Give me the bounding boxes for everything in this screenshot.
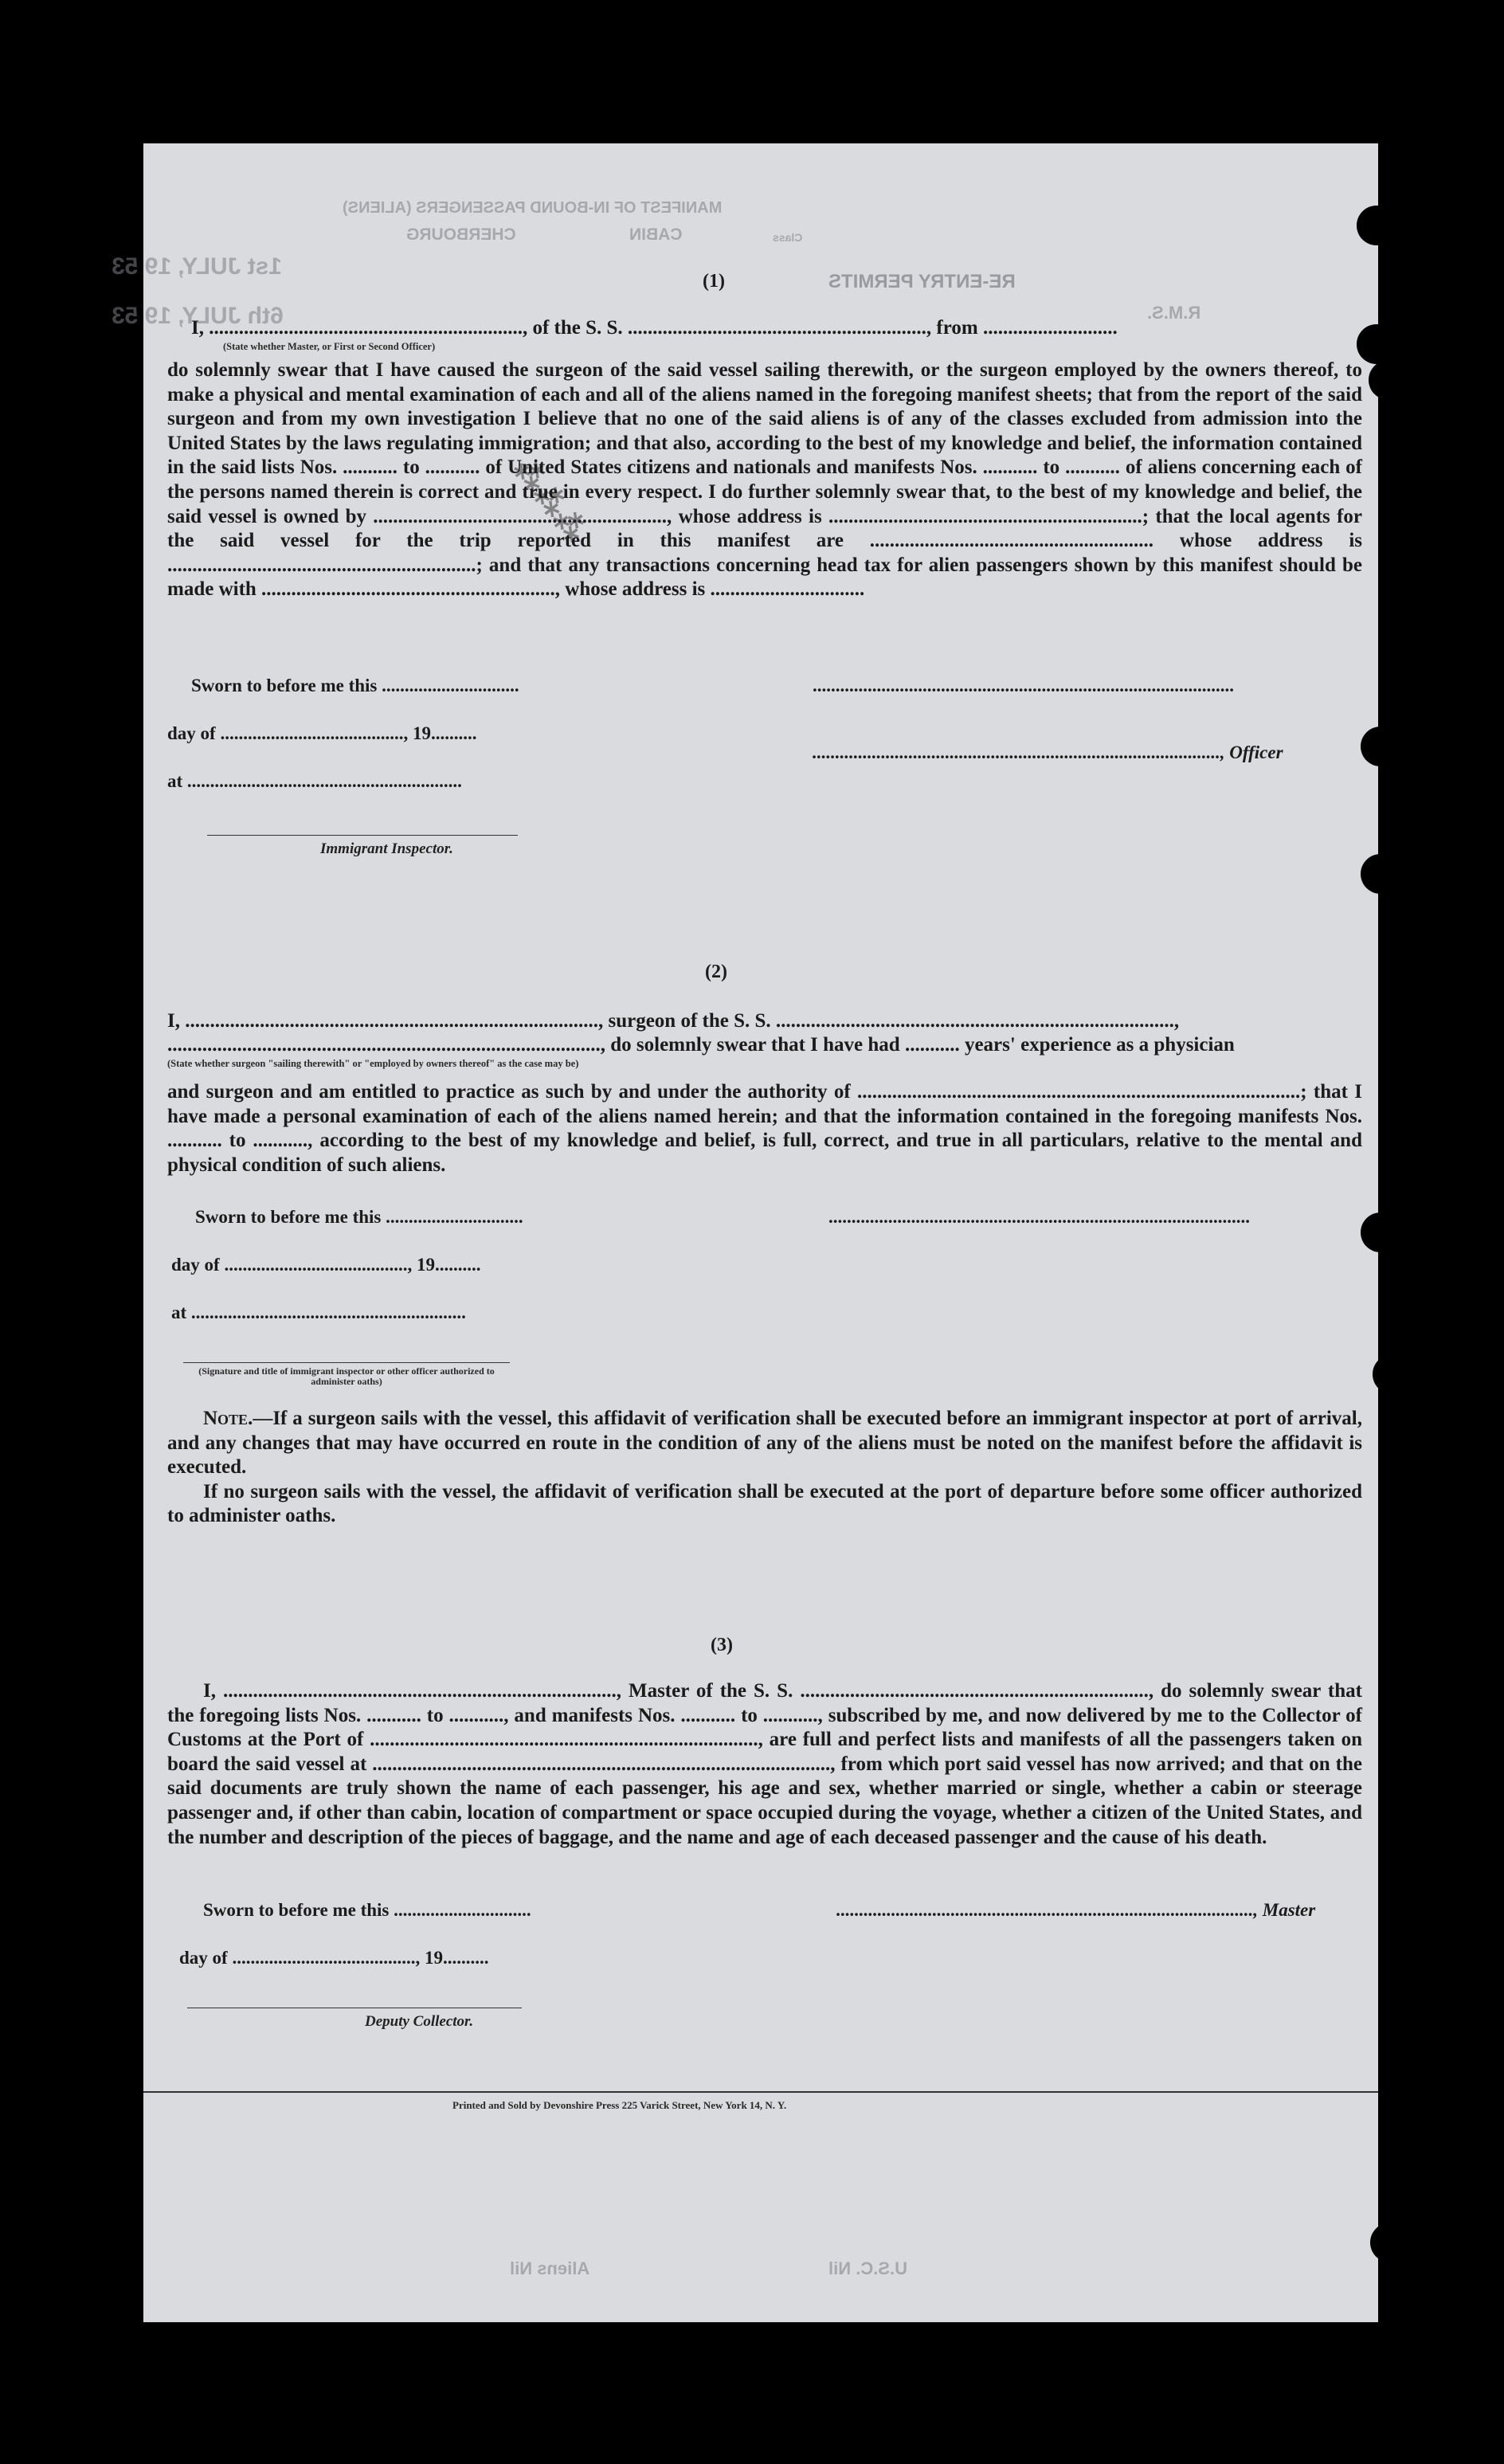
section-3-sworn: Sworn to before me this .............................. [203, 1900, 531, 1920]
section-1-body [167, 358, 1362, 602]
bleed-ship-tag: R.M.S. [1147, 303, 1201, 323]
punch-hole-5 [1361, 854, 1400, 894]
section-1-at: at ............................................................ [167, 771, 462, 791]
section-2-surgeon-note: (State whether surgeon "sailing therewith" or "employed by owners thereof" as the case may be) [167, 1058, 579, 1069]
bleed-class: Class [773, 231, 803, 244]
bleed-cabin: CABIN [629, 225, 683, 244]
punch-hole-2 [1357, 324, 1396, 364]
bleed-header-right [1036, 199, 1243, 256]
section-2-sworn: Sworn to before me this .............................. [195, 1207, 523, 1227]
punch-hole-8 [1378, 1539, 1418, 1579]
section-3-body [167, 1679, 1362, 1850]
section-1-inspector-label: Immigrant Inspector. [320, 840, 453, 857]
punch-hole-6 [1361, 1212, 1400, 1252]
diagonal-stamp: ⁂⁂⁂ [506, 452, 593, 549]
bleed-date-2: 6th JULY, 19 53 [112, 303, 284, 329]
section-2-oath-line-2: ......................................................................................., do solemnly swear that I have had ........... years' experience as a physician [167, 1034, 1235, 1056]
bleed-aliens-nil: Aliens Nil [510, 2258, 590, 2278]
section-3-number: (3) [711, 1635, 733, 1655]
bleed-date-1: 1st JULY, 19 53 [112, 253, 283, 280]
section-2-number: (2) [705, 962, 727, 982]
section-1-officer-line: ............................................................................................ [813, 676, 1234, 695]
bleed-usc-nil: U.S.C. Nil [828, 2258, 908, 2278]
section-1-oath-line: I, ..............................................................., of the S. S. ............................................................, from ........................... [191, 317, 1118, 339]
note-body: —If a surgeon sails with the vessel, this affidavit of verification shall be executed before an immigrant inspector at port of arrival, and any changes that may have occurred en route in the condition of any of the aliens must be noted on the manifest before the affidavit is executed. [167, 1408, 1362, 1479]
document-page [112, 143, 1378, 2322]
punch-hole-1 [1357, 206, 1396, 245]
section-3-collector-label: Deputy Collector. [365, 2013, 474, 2030]
section-1-sworn: Sworn to before me this .............................. [191, 676, 519, 695]
section-1-officer-sign: ........................................................................................., Officer [813, 742, 1283, 762]
punch-hole-10 [1378, 2103, 1418, 2143]
footer-rule [143, 2091, 1378, 2093]
section-2-body [167, 1080, 1362, 1177]
section-3-text: I, ..............................................................................., Master of the S. S. ......................................................................, do solemnly swear that the foregoing lists Nos. ........... to ..........., and manifests Nos. ........... to ..........., subscribed by me, and now delivered by me to the Collector of Customs at the Port of .............................................................................., are full and perfect lists and manifests of all the passengers taken on board the said vessel at ............................................................................................, from which port said vessel has now arrived; and that on the said documents are truly shown the name of each passenger, his age and sex, whether married or single, whether a cabin or steerage passenger and, if other than cabin, location of compartment or space occupied during the voyage, whether a citizen of the United States, and the number and description of the pieces of baggage, and the name and age of each deceased passenger and the cause of his death. [167, 1680, 1362, 1848]
printer-footer: Printed and Sold by Devonshire Press 225 Varick Street, New York 14, N. Y. [452, 2099, 787, 2111]
section-1-officer-note: (State whether Master, or First or Second Officer) [223, 341, 436, 352]
section-3-day: day of ........................................, 19.......... [179, 1948, 489, 1968]
punch-hole-9 [1378, 2063, 1418, 2103]
section-1-text: do solemnly swear that I have caused the surgeon of the said vessel sailing therewith, or the surgeon employed by the owners thereof, to make a physical and mental examination of each and all of the aliens named in the foregoing manifest sheets; that from the report of the said surgeon and from my own investigation I believe that no one of the said aliens is of any of the classes excluded from admission into the United States by the laws regulating immigration; and that also, according to the best of my knowledge and belief, the information contained in the said lists Nos. ........... to ........... of United States citizens and nationals and manifests Nos. ........... to ........... of aliens concerning each of the persons named therein is correct and true in every respect. I do further solemnly swear that, to the best of my knowledge and belief, the said vessel is owned by ..........................................................., whose address is ...............................................................; that the local agents for the said vessel for the trip reported in this manifest are ......................................................... whose address is ..............................................................; and that any transactions concerning head tax for alien passengers shown by this manifest should be made with ..........................................................., whose address is ............................... [167, 359, 1362, 601]
punch-hole-7 [1373, 1354, 1412, 1394]
section-3-master: ..........................................................................................., Master [836, 1900, 1316, 1920]
section-2-text: and surgeon and am entitled to practice as such by and under the authority of .........................................................................................; that I have made a personal examination of each of the aliens named herein; and that the information contained in the foregoing manifests Nos. ........... to ..........., according to the best of my knowledge and belief, is full, correct, and true in all particulars, relative to the mental and physical condition of such aliens. [167, 1081, 1362, 1176]
punch-hole-11 [1370, 2223, 1410, 2262]
section-2-note-text [167, 1407, 1362, 1480]
section-1-day: day of ........................................, 19.......... [167, 723, 477, 743]
punch-hole-4 [1361, 727, 1400, 766]
section-2-note2-text: If no surgeon sails with the vessel, the affidavit of verification shall be executed at the port of departure before some officer authorized to administer oaths. [167, 1480, 1362, 1527]
section-2-at: at ............................................................ [171, 1303, 466, 1322]
section-2-day: day of ........................................, 19.......... [171, 1255, 481, 1275]
punch-hole-3 [1369, 360, 1408, 400]
section-1-inspector-rule [207, 835, 518, 836]
section-2-signature-rule [183, 1362, 510, 1363]
section-2-oath-line-1: I, ..................................................................................., surgeon of the S. S. ................................................................................, [167, 1010, 1180, 1032]
note-label: Note. [203, 1408, 253, 1429]
bleed-re-entry: RE-ENTRY PERMITS [828, 271, 1016, 292]
section-2-note [167, 1407, 1362, 1529]
section-2-signature-note: (Signature and title of immigrant inspector or other officer authorized to administer oaths) [198, 1365, 495, 1387]
bleed-manifest-title: MANIFEST OF IN-BOUND PASSENGERS (ALIENS) [343, 199, 723, 217]
bleed-cherbourg: CHERBOURG [406, 225, 516, 244]
section-1-number: (1) [703, 271, 725, 292]
section-2-right-line: ............................................................................................ [828, 1207, 1250, 1227]
